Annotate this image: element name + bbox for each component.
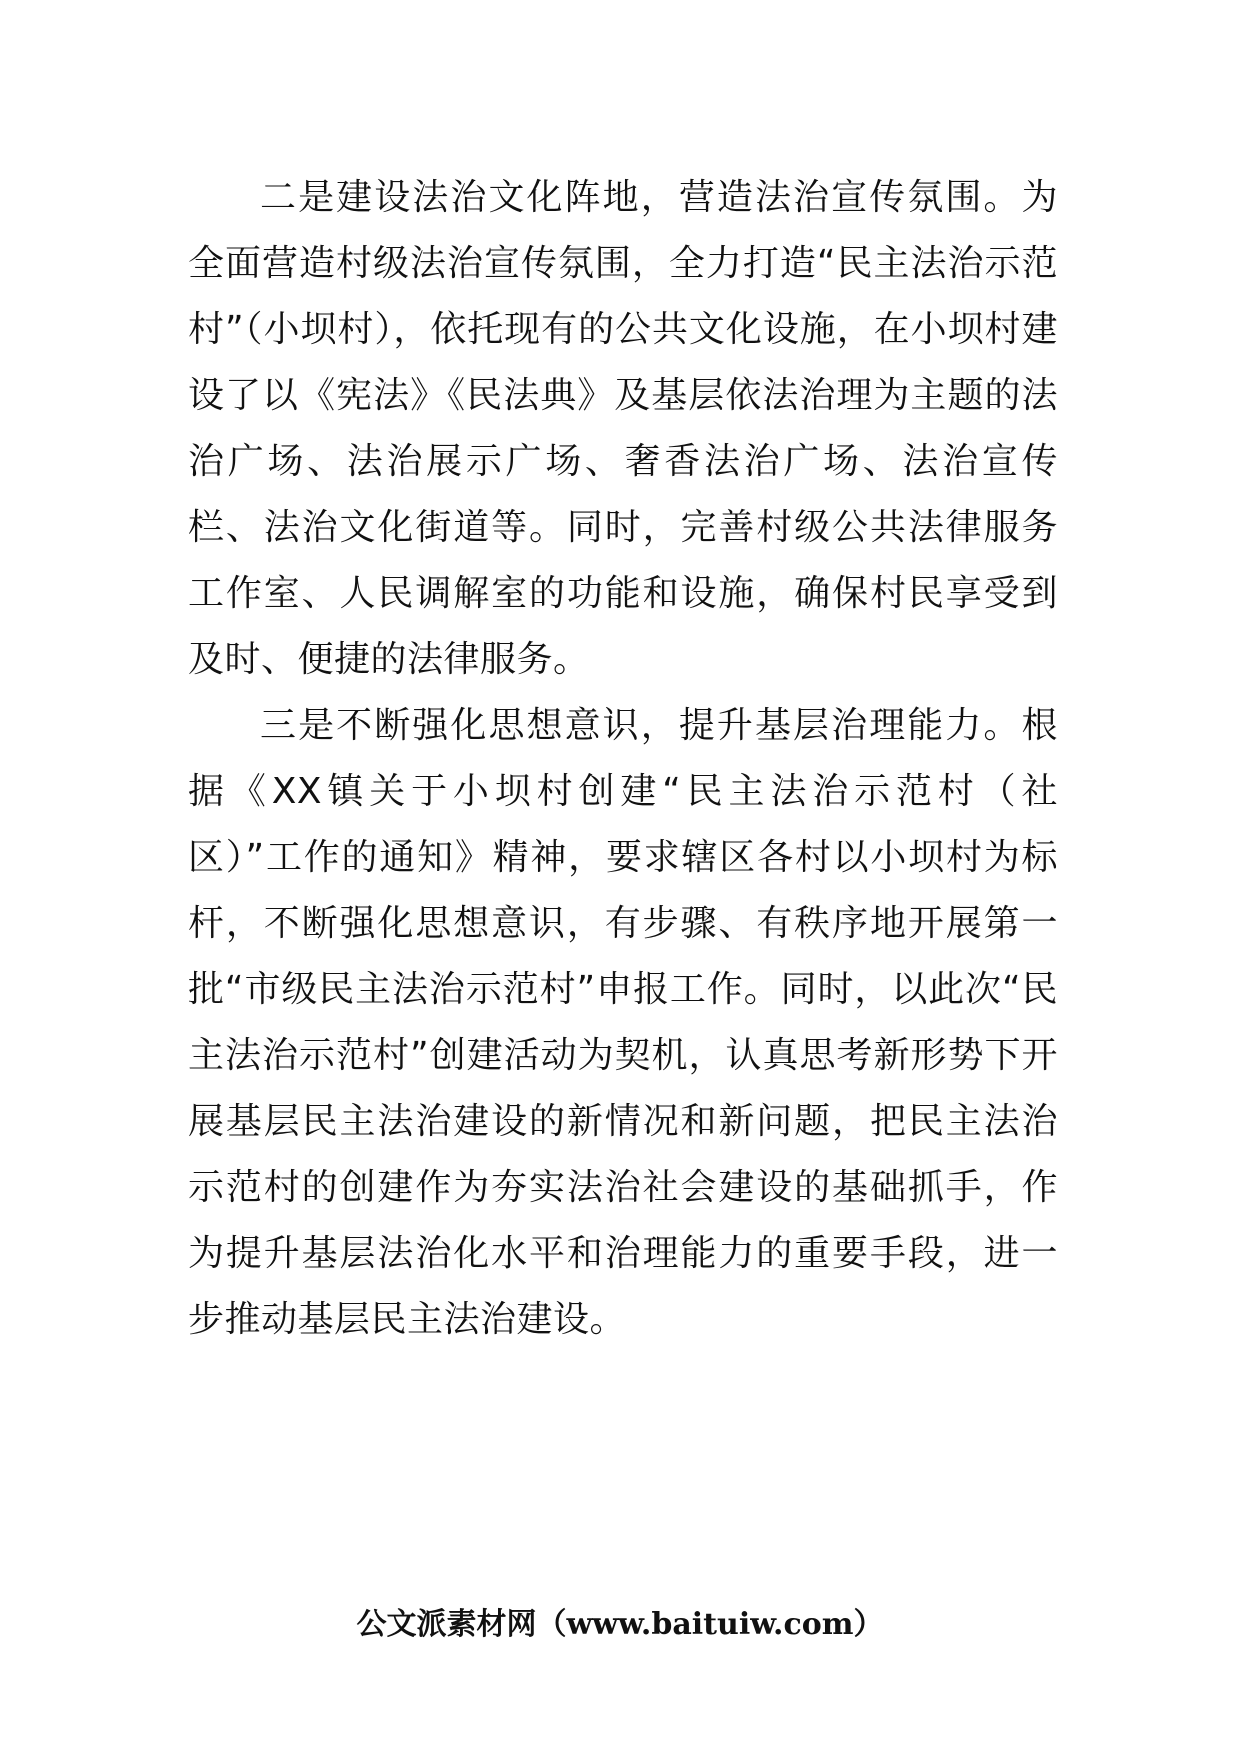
- paragraph-governance-capacity: 三是不断强化思想意识，提升基层治理能力。根据《XX镇关于小坝村创建“民主法治示范村（社区）”工作的通知》精神，要求辖区各村以小坝村为标杆，不断强化思想意识，有步骤、有秩序地开展第一批“市级民主法治示范村”申报工作。同时，以此次“民主法治示范村”创建活动为契机，认真思考新形势下开展基层民主法治建设的新情况和新问题，把民主法治示范村的创建作为夯实法治社会建设的基础抓手，作为提升基层法治化水平和治理能力的重要手段，进一步推动基层民主法治建设。: [188, 705, 1058, 1340]
- paragraph-legal-culture: 二是建设法治文化阵地，营造法治宣传氛围。为全面营造村级法治宣传氛围，全力打造“民主法治示范村”（小坝村），依托现有的公共文化设施，在小坝村建设了以《宪法》《民法典》及基层依法治理为主题的法治广场、法治展示广场、奢香法治广场、法治宣传栏、法治文化街道等。同时，完善村级公共法律服务工作室、人民调解室的功能和设施，确保村民享受到及时、便捷的法律服务。: [188, 177, 1058, 680]
- footer-watermark: 公文派素材网（www.baituiw.com）: [356, 1607, 884, 1642]
- document-body: [188, 165, 1058, 1353]
